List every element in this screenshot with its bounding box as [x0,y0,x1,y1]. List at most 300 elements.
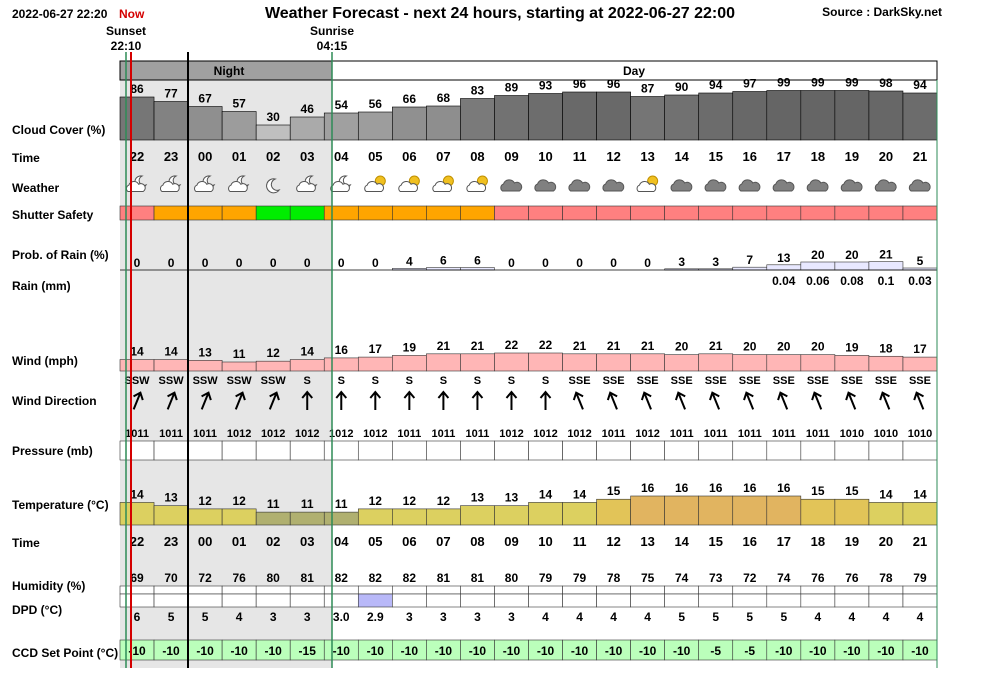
cloud-value: 99 [845,75,859,90]
wind-arrow-icon [776,391,792,411]
time-label: 02 [265,149,281,164]
dpd-cell [392,594,426,607]
wind-value: 20 [777,339,791,354]
rain-prob-value: 6 [474,253,481,268]
ccd-value: -5 [710,644,722,658]
forecast-cells [120,76,937,661]
temperature-bar [188,509,222,525]
wind-arrow-icon [472,392,482,410]
temperature-value: 16 [640,481,655,495]
pressure-cell [460,441,494,460]
dpd-cell [120,594,154,607]
cloud-value: 46 [300,102,314,116]
wind-arrow-icon [640,391,656,411]
page-title: Weather Forecast - next 24 hours, starting at 2022-06-27 22:00 [264,5,736,22]
row-label-ccd: CCD Set Point (°C) [12,646,119,660]
wind-arrow-icon [878,391,894,411]
time-label-bottom: 16 [742,534,758,549]
pressure-cell [426,441,460,460]
partly-cloudy-day-icon [467,176,488,192]
cloud-bar [358,112,392,140]
wind-value: 22 [538,338,553,352]
rain-prob-value: 0 [167,256,175,270]
dpd-cell [154,594,188,607]
wind-value: 19 [402,340,417,355]
cloud-bar [903,93,937,140]
rain-prob-value: 4 [406,254,413,269]
row-label-temperature: Temperature (°C) [12,498,109,512]
wind-value: 13 [198,345,212,360]
wind-direction-label: S [337,375,345,387]
timestamp-label: 2022-06-27 22:20 [12,7,108,21]
humidity-value: 79 [572,571,587,585]
temperature-bar [324,512,358,525]
night-label: Night [213,64,245,78]
ccd-value: -10 [128,644,146,658]
humidity-value: 81 [436,571,451,585]
pressure-value: 1010 [839,428,865,440]
shutter-cell-unsafe [529,206,563,220]
rain-mm-value: 0.08 [840,274,864,288]
time-label-bottom: 14 [674,534,689,549]
wind-value: 14 [164,344,178,359]
pressure-cell [733,441,767,460]
pressure-value: 1010 [873,428,899,440]
cloud-bar [120,97,154,140]
dpd-value: 2.9 [366,610,384,624]
ccd-value: -10 [570,644,589,658]
humidity-value: 76 [845,571,859,585]
time-label-bottom: 02 [265,534,281,549]
row-label-shutter: Shutter Safety [12,208,94,222]
wind-bar [256,361,290,371]
cloud-value: 97 [743,76,757,91]
partly-cloudy-day-icon [365,176,386,192]
dpd-cell [290,594,324,607]
temperature-value: 14 [130,487,144,502]
cloud-bar [222,112,256,141]
wind-bar [290,360,324,371]
wind-arrow-icon [404,392,414,410]
wind-value: 11 [232,347,246,361]
cloudy-icon [501,180,522,191]
wind-value: 18 [879,341,893,356]
wind-bar [460,354,494,371]
row-label-pressure: Pressure (mb) [12,444,93,458]
dpd-cell [699,594,733,607]
wind-direction-label: SSE [636,375,659,387]
humidity-bar [324,586,358,594]
ccd-value: -10 [332,644,350,658]
shutter-cell-unsafe [835,206,869,220]
dpd-value: 4 [916,610,924,624]
rain-prob-value: 0 [269,256,277,270]
rain-prob-value: 0 [508,256,515,270]
wind-direction-label: SSE [908,375,931,387]
dpd-value: 6 [133,610,141,624]
cloud-bar [665,95,699,140]
cloud-bar [290,117,324,140]
wind-direction-label: S [371,375,379,387]
wind-bar [699,354,733,371]
wind-direction-label: SSE [806,375,829,387]
time-label-bottom: 23 [163,534,179,549]
time-label-bottom: 00 [197,534,213,549]
dpd-cell [188,594,222,607]
temperature-bar [494,506,528,525]
rain-prob-bar [733,267,767,270]
dpd-cell [597,594,631,607]
ccd-value: -10 [911,644,929,658]
temperature-bar [665,496,699,525]
wind-value: 22 [504,338,519,352]
cloud-bar [460,99,494,141]
temperature-bar [120,502,154,525]
wind-arrow-icon [912,391,928,411]
cloud-value: 87 [640,81,655,96]
pressure-value: 1011 [805,428,830,440]
cloud-bar [597,92,631,140]
ccd-value: -10 [162,644,180,658]
row-label-weather: Weather [12,181,60,195]
ccd-value: -10 [673,644,691,658]
pressure-cell [256,441,290,460]
dpd-cell [256,594,290,607]
pressure-value: 1011 [397,428,422,440]
time-label: 20 [878,149,894,164]
cloud-bar [835,91,869,141]
wind-bar [563,354,597,371]
rain-prob-bar [869,262,903,270]
temperature-bar [460,506,494,525]
shutter-cell-unsafe [869,206,903,220]
wind-arrow-icon [370,392,380,410]
time-label: 12 [606,149,621,164]
wind-direction-label: SSE [602,375,625,387]
wind-direction-label: SSE [840,375,863,387]
humidity-value: 81 [470,571,485,585]
pressure-cell [392,441,426,460]
wind-bar [835,355,869,371]
wind-value: 16 [334,342,348,357]
row-label-humidity: Humidity (%) [12,579,86,593]
dpd-value: 3.0 [332,610,350,624]
wind-value: 21 [606,338,621,353]
wind-direction-label: SSW [158,375,184,387]
time-label: 11 [572,149,587,164]
cloud-bar [154,102,188,141]
wind-direction-label: S [507,375,516,387]
wind-arrow-icon [572,391,588,411]
time-label: 14 [674,149,689,164]
dpd-cell [665,594,699,607]
wind-arrow-icon [674,391,690,411]
time-label-bottom: 22 [129,534,145,549]
time-label-bottom: 11 [572,534,587,549]
rain-prob-value: 5 [916,254,924,268]
ccd-value: -15 [298,644,316,658]
humidity-bar [835,586,869,594]
cloud-value: 83 [470,83,485,98]
day-label: Day [622,64,646,78]
shutter-cell-caution [460,206,494,220]
temperature-bar [699,496,733,525]
shutter-cell-caution [392,206,426,220]
dpd-value: 3 [474,610,481,624]
dpd-cell [563,594,597,607]
temperature-value: 15 [606,484,621,499]
humidity-value: 72 [743,571,757,585]
humidity-bar [529,586,563,594]
temperature-bar [835,499,869,525]
partly-cloudy-day-icon [637,176,658,192]
wind-value: 21 [640,338,655,353]
rain-mm-value: 0.04 [772,274,796,288]
dpd-value: 5 [780,610,788,624]
wind-value: 19 [845,340,859,355]
pressure-cell [494,441,528,460]
time-label: 15 [708,149,723,164]
humidity-bar [494,586,528,594]
time-label-bottom: 04 [334,534,349,549]
cloud-value: 54 [334,98,348,112]
wind-value: 20 [811,339,825,354]
time-label-bottom: 10 [538,534,553,549]
wind-bar [869,356,903,371]
rain-prob-value: 0 [610,256,617,270]
wind-value: 21 [572,338,587,353]
pressure-cell [358,441,392,460]
row-label-rain-mm: Rain (mm) [12,279,71,293]
pressure-value: 1011 [669,428,694,440]
cloud-bar [529,94,563,141]
cloud-value: 96 [572,77,587,91]
cloud-value: 86 [130,82,144,96]
dpd-cell [529,594,563,607]
wind-arrow-icon [438,392,448,410]
temperature-value: 16 [777,481,791,495]
pressure-cell [801,441,835,460]
shutter-cell-unsafe [801,206,835,220]
rain-prob-value: 7 [746,253,754,268]
humidity-bar [290,586,324,594]
rain-prob-value: 13 [777,250,791,265]
wind-bar [188,360,222,371]
wind-direction-label: SSE [704,375,727,387]
pressure-cell [290,441,324,460]
sunset-label: Sunset [105,24,147,38]
time-label-bottom: 01 [231,534,247,549]
pressure-cell [631,441,665,460]
cloud-bar [801,91,835,141]
dpd-value: 5 [712,610,720,624]
temperature-bar [358,509,392,525]
cloudy-icon [807,180,828,191]
ccd-value: -10 [638,644,657,658]
dpd-cell [835,594,869,607]
wind-direction-label: SSW [192,375,218,387]
humidity-bar [699,586,733,594]
row-label-rain-prob: Prob. of Rain (%) [12,248,109,262]
cloud-value: 99 [811,75,825,90]
shutter-cell-unsafe [903,206,937,220]
temperature-value: 11 [300,497,314,512]
rain-prob-value: 0 [542,256,549,270]
time-label-bottom: 21 [912,534,928,549]
ccd-value: -10 [604,644,623,658]
pressure-cell [120,441,154,460]
temperature-value: 13 [504,490,519,505]
temperature-bar [869,502,903,525]
time-label: 08 [470,149,485,164]
dpd-cell [869,594,903,607]
humidity-value: 79 [913,571,927,585]
temperature-value: 12 [198,493,212,508]
wind-value: 21 [470,338,485,353]
pressure-value: 1011 [159,428,183,440]
wind-value: 20 [675,339,689,354]
temperature-bar [597,499,631,525]
wind-arrow-icon [708,391,724,411]
partly-cloudy-day-icon [399,176,420,192]
partly-cloudy-night-icon [331,176,351,192]
wind-bar [903,357,937,371]
rain-prob-value: 3 [712,254,720,269]
dpd-cell [358,594,392,607]
pressure-cell [767,441,801,460]
wind-bar [120,360,154,371]
humidity-bar [154,586,188,594]
dpd-value: 3 [406,610,413,624]
ccd-value: -10 [536,644,555,658]
pressure-cell [154,441,188,460]
dpd-value: 4 [576,610,583,624]
wind-value: 17 [368,342,382,357]
shutter-cell-unsafe [631,206,665,220]
humidity-bar [903,586,937,594]
humidity-value: 69 [130,571,144,585]
pressure-value: 1012 [363,428,388,440]
source-label: Source : DarkSky.net [822,5,942,19]
humidity-bar [665,586,699,594]
wind-direction-label: S [541,375,550,387]
cloud-value: 57 [232,96,246,111]
wind-value: 14 [130,344,144,359]
row-label-dpd: DPD (°C) [12,603,63,617]
dpd-value: 3 [508,610,515,624]
pressure-value: 1010 [907,428,933,440]
dpd-value: 4 [882,610,890,624]
pressure-value: 1012 [635,428,660,440]
pressure-cell [529,441,563,460]
time-label-bottom: 03 [299,534,315,549]
partly-cloudy-day-icon [433,176,454,192]
wind-arrow-icon [541,392,551,410]
wind-bar [733,355,767,371]
pressure-cell [665,441,699,460]
pressure-value: 1011 [771,428,796,440]
cloudy-icon [535,180,556,191]
shutter-cell-caution [426,206,460,220]
dpd-value: 4 [610,610,617,624]
time-label: 03 [299,149,315,164]
cloud-value: 67 [198,91,212,106]
rain-prob-value: 20 [811,248,825,262]
dpd-value: 3 [269,610,277,624]
humidity-value: 75 [640,571,655,585]
wind-arrow-icon [606,391,622,411]
row-label-wind: Wind (mph) [12,354,78,368]
shutter-cell-unsafe [120,206,154,220]
ccd-value: -10 [775,644,793,658]
cloud-bar [733,92,767,141]
wind-bar [767,355,801,371]
pressure-value: 1012 [260,428,286,440]
dpd-value: 4 [814,610,822,624]
rain-prob-value: 0 [337,256,345,270]
pressure-cell [222,441,256,460]
time-label: 19 [844,149,860,164]
temperature-bar [290,512,324,525]
wind-arrow-icon [844,391,860,411]
cloudy-icon [739,180,760,191]
dpd-value: 4 [235,610,243,624]
cloud-value: 96 [606,77,621,91]
time-label: 06 [402,149,417,164]
wind-value: 21 [436,338,451,353]
cloudy-icon [875,180,896,191]
humidity-value: 72 [198,571,212,585]
ccd-value: -10 [196,644,214,658]
time-label: 23 [163,149,179,164]
dpd-value: 3 [303,610,311,624]
rain-prob-value: 20 [845,248,859,262]
temperature-bar [631,496,665,525]
dpd-value: 4 [644,610,651,624]
temperature-value: 14 [913,487,927,502]
humidity-value: 81 [300,571,314,585]
temperature-value: 12 [232,493,246,508]
dpd-value: 5 [678,610,686,624]
cloud-bar [188,107,222,141]
temperature-value: 12 [402,493,417,508]
dpd-cell [903,594,937,607]
time-label: 18 [810,149,826,164]
dpd-cell [801,594,835,607]
rain-prob-value: 0 [644,256,651,270]
rain-prob-bar [801,262,835,270]
shutter-cell-caution [222,206,256,220]
time-label-bottom: 19 [844,534,860,549]
temperature-bar [903,502,937,525]
pressure-cell [699,441,733,460]
pressure-value: 1012 [499,428,524,440]
temperature-bar [733,496,767,525]
shutter-cell-safe [290,206,324,220]
pressure-value: 1012 [533,428,558,440]
time-label-bottom: 07 [436,534,451,549]
temperature-value: 14 [572,487,587,502]
temperature-bar [222,509,256,525]
temperature-value: 13 [470,490,485,505]
humidity-value: 80 [266,571,280,585]
wind-direction-label: SSW [226,375,252,387]
humidity-bar [222,586,256,594]
cloudy-icon [841,180,862,191]
temperature-bar [256,512,290,525]
cloud-bar [767,91,801,141]
time-label-bottom: 09 [504,534,519,549]
